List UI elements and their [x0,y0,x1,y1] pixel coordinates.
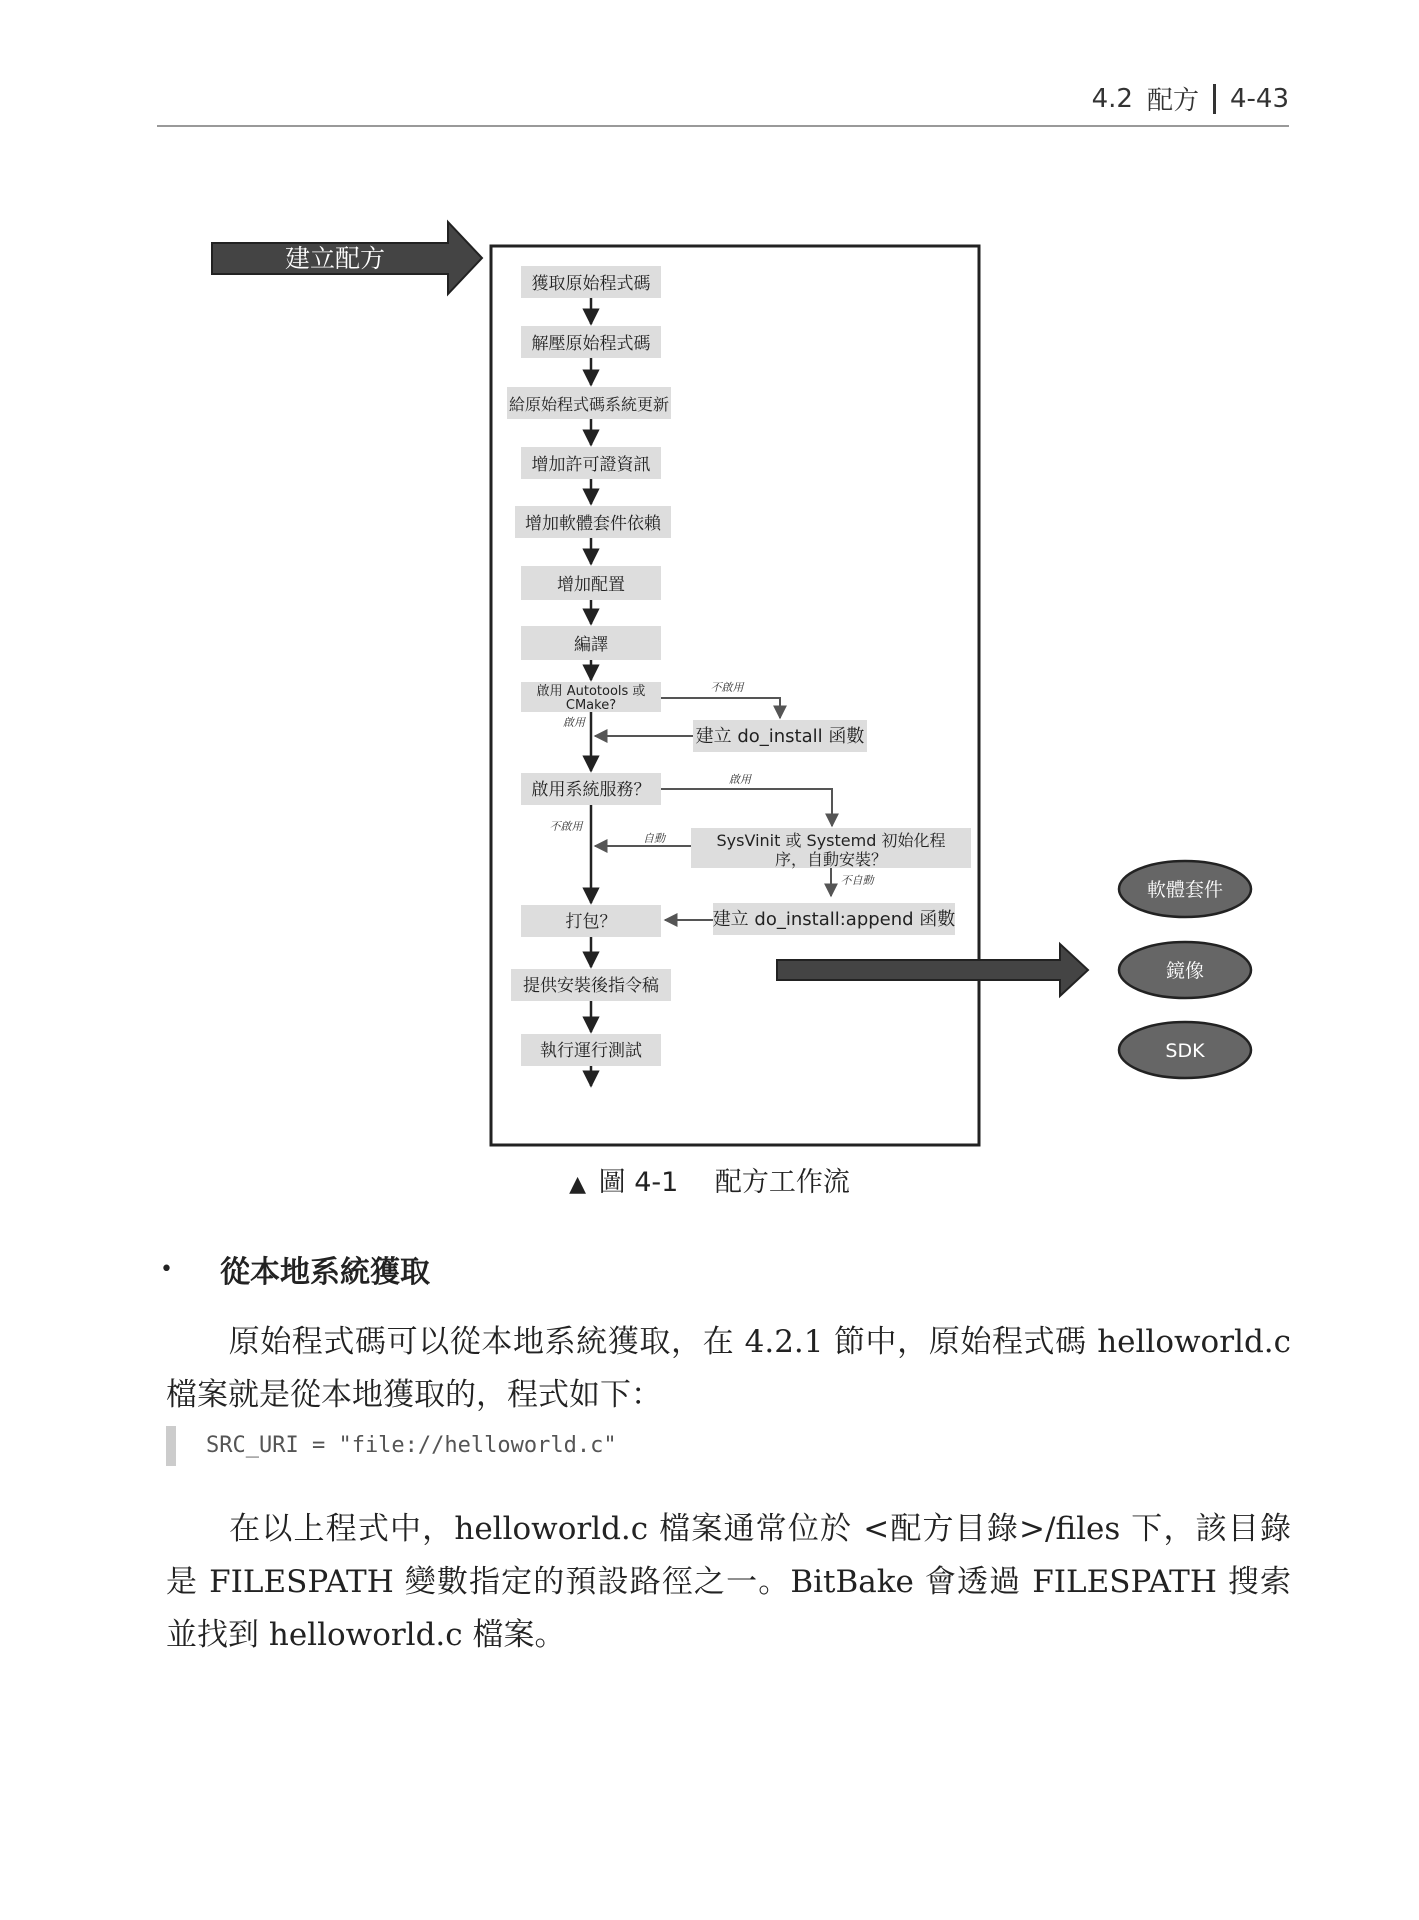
svg-text:鏡像: 鏡像 [1165,960,1205,982]
not-enabled-label: 不啟用 [710,681,744,694]
systemd-decision [521,773,661,805]
step-box [521,566,661,600]
output-arrow [777,944,1088,996]
enabled-arrow [661,789,832,826]
do-install-box [693,720,867,752]
enabled-label: 啟用 [563,716,585,729]
start-arrow [212,222,482,294]
svg-text:啟用系統服務？: 啟用系統服務？ [531,780,651,800]
autotools-decision [521,682,661,713]
page-number: 4-43 [1229,83,1289,114]
step-label: 獲取原始程式碼 [531,274,651,294]
step-box [507,387,671,419]
step-label: 增加配置 [557,575,625,595]
not-enabled-arrow [661,698,780,718]
enabled-label-2: 啟用 [729,773,751,786]
step-label: 增加許可證資訊 [531,455,651,475]
sysvinit-box [691,828,971,869]
svg-text:建立 do_install 函數: 建立 do_install 函數 [695,726,865,747]
code-text: SRC_URI = "file://helloworld.c" [206,1433,617,1458]
step-box [521,266,661,298]
paragraph [166,1316,1291,1422]
step-box [515,506,671,538]
not-enabled-label-2: 不啟用 [549,820,583,833]
paragraph-text: 原始程式碼可以從本地系統獲取，在 4.2.1 節中，原始程式碼 helloworld.c 檔案就是從本地獲取的，程式如下： [166,1324,1291,1413]
section-title: 配方 [1146,86,1199,116]
svg-text:啟用 Autotools 或: 啟用 Autotools 或 [536,684,646,699]
svg-text:打包？: 打包？ [565,912,617,932]
svg-text:提供安裝後指令稿: 提供安裝後指令稿 [523,976,659,996]
append-box [713,903,956,935]
svg-text:序，自動安裝？: 序，自動安裝？ [774,850,888,869]
section-number: 4.2 [1091,83,1133,114]
caption-marker-icon: ▲ [569,1172,587,1197]
step-box [521,326,661,358]
svg-text:SysVinit 或 Systemd 初始化程: SysVinit 或 Systemd 初始化程 [716,831,946,850]
step-label: 編譯 [574,635,608,655]
svg-text:SDK: SDK [1165,1040,1205,1062]
bullet-icon: • [160,1256,173,1282]
auto-label: 自動 [643,832,665,845]
step-label: 給原始程式碼系統更新 [508,395,670,414]
runtime-test-box [521,1034,661,1066]
package-box [521,905,661,937]
caption-label: 圖 4-1 [598,1167,679,1198]
paragraph-text: 在以上程式中，helloworld.c 檔案通常位於 <配方目錄>/files 下，該目錄是 FILESPATH 變數指定的預設路徑之一。BitBake 會透過 FILESPATH 搜索並找到 helloworld.c 檔案。 [166,1511,1291,1653]
step-box [521,626,661,660]
svg-text:執行運行測試: 執行運行測試 [540,1041,642,1061]
output-image [1119,942,1251,998]
output-packages [1119,861,1251,917]
code-block [166,1426,1286,1466]
output-sdk [1119,1022,1251,1078]
not-auto-label: 不自動 [840,874,874,887]
step-box [521,447,661,479]
section-heading: 從本地系統獲取 [220,1255,430,1290]
caption-title: 配方工作流 [714,1167,850,1198]
svg-text:CMake?: CMake? [565,698,617,713]
step-label: 解壓原始程式碼 [531,334,651,354]
paragraph [166,1503,1291,1662]
step-label: 增加軟體套件依賴 [525,514,661,534]
svg-text:軟體套件: 軟體套件 [1146,879,1224,901]
figure-caption [0,1160,1419,1199]
start-arrow-label: 建立配方 [284,244,386,273]
postinst-box [511,969,671,1001]
svg-text:建立 do_install:append 函數: 建立 do_install:append 函數 [712,909,956,930]
bullet-heading [160,1247,430,1291]
